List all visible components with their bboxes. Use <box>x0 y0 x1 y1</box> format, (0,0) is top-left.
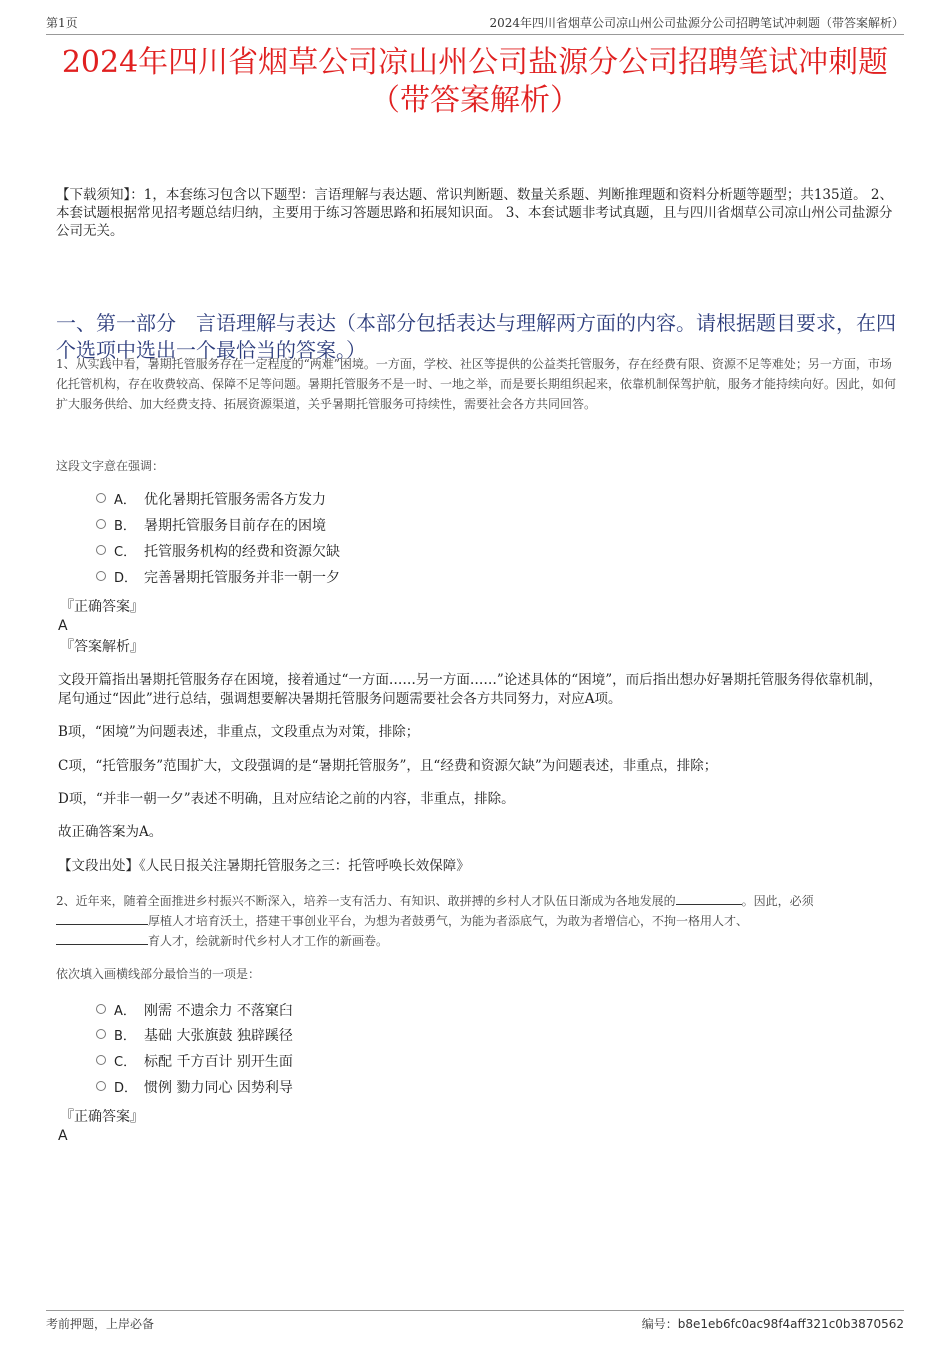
radio-icon[interactable] <box>96 1004 106 1014</box>
title-line-2: （带答案解析） <box>370 83 580 118</box>
q1-option-b[interactable]: B． 暑期托管服务目前存在的困境 <box>96 516 326 536</box>
blank-2 <box>56 912 148 925</box>
q2-option-c[interactable]: C． 标配 千方百计 别开生面 <box>96 1052 293 1072</box>
radio-icon[interactable] <box>96 545 106 555</box>
q1-option-c[interactable]: C． 托管服务机构的经费和资源欠缺 <box>96 542 340 562</box>
download-notice: 【下载须知】：1，本套练习包含以下题型：言语理解与表达题、常识判断题、数量关系题、判断推理题和资料分析题等题型；共135道。 2、本套试题根据常见招考题总结归纳，主要用于练习答题思路和拓展知识面。 3、本套试题非考试真题，且与四川省烟草公司凉山州公司盐源分公司无关。 <box>56 187 893 239</box>
question-1-stem: 1、从实践中看，暑期托管服务存在一定程度的“两难”困境。一方面，学校、社区等提供的公益类托管服务，存在经费有限、资源不足等难处；另一方面，市场化托管机构，存在收费较高、保障不足等问题。暑期托管服务不是一时、一地之举，而是要长期组织起来，依靠机制保驾护航，服务才能持续向好。因此，如何扩大服务供给、加大经费支持、拓展资源渠道，关乎暑期托管服务可持续性，需要社会各方共同回答。 <box>56 357 897 411</box>
q1-source: 【文段出处】《人民日报关注暑期托管服务之三：托管呼唤长效保障》 <box>58 858 470 874</box>
q1-conclusion: 故正确答案为A。 <box>58 824 163 840</box>
q2-option-d[interactable]: D． 惯例 勠力同心 因势利导 <box>96 1078 293 1098</box>
radio-icon[interactable] <box>96 519 106 529</box>
q2-answer-label: 『正确答案』 <box>60 1109 144 1125</box>
q1-analysis-c: C项，“托管服务”范围扩大，文段强调的是“暑期托管服务”，且“经费和资源欠缺”为问题表述，非重点，排除； <box>58 758 718 774</box>
q1-analysis-b: B项，“困境”为问题表述，非重点，文段重点为对策，排除； <box>58 724 420 740</box>
footer-code: 编号：b8e1eb6fc0ac98f4aff321c0b3870562 <box>641 1317 904 1331</box>
q1-option-a[interactable]: A． 优化暑期托管服务需各方发力 <box>96 490 326 510</box>
question-2-prompt: 依次填入画横线部分最恰当的一项是： <box>56 967 261 981</box>
question-1-prompt: 这段文字意在强调： <box>56 459 165 473</box>
q1-option-d[interactable]: D． 完善暑期托管服务并非一朝一夕 <box>96 568 340 588</box>
q1-answer-label: 『正确答案』 <box>60 599 144 615</box>
document-title <box>40 44 910 120</box>
q1-analysis-paragraph: 文段开篇指出暑期托管服务存在困境，接着通过“一方面……另一方面……”论述具体的“困境”，而后指出想办好暑期托管服务得依靠机制，尾句通过“因此”进行总结，强调想要解决暑期托管服务问题需要社会各方共同努力，对应A项。 <box>58 672 883 707</box>
page-footer <box>46 1310 904 1333</box>
section-heading: 一、第一部分 言语理解与表达（本部分包括表达与理解两方面的内容。请根据题目要求，在四个选项中选出一个最恰当的答案。） <box>56 311 896 362</box>
q1-analysis-label: 『答案解析』 <box>60 639 144 655</box>
radio-icon[interactable] <box>96 1029 106 1039</box>
blank-1 <box>676 892 742 905</box>
radio-icon[interactable] <box>96 1081 106 1091</box>
q2-option-a[interactable]: A． 刚需 不遗余力 不落窠臼 <box>96 1001 293 1021</box>
radio-icon[interactable] <box>96 1055 106 1065</box>
question-2-stem: 2、近年来，随着全面推进乡村振兴不断深入，培养一支有活力、有知识、敢拼搏的乡村人才队伍日渐成为各地发展的 。因此，必须 厚植人才培育沃土，搭建干事创业平台，为想为者鼓勇气，为能为者添底气，为敢为者增信心，不拘一格用人才、 育人才，绘就新时代乡村人才工作的新画卷。 <box>56 894 814 948</box>
footer-slogan: 考前押题，上岸必备 <box>46 1317 155 1331</box>
page-number: 第1页 <box>46 16 78 30</box>
radio-icon[interactable] <box>96 571 106 581</box>
radio-icon[interactable] <box>96 493 106 503</box>
page-header <box>46 12 904 35</box>
blank-3 <box>56 932 148 945</box>
title-line-1: 2024年四川省烟草公司凉山州公司盐源分公司招聘笔试冲刺题 <box>61 45 889 80</box>
q1-analysis-d: D项，“并非一朝一夕”表述不明确，且对应结论之前的内容，非重点，排除。 <box>58 791 515 807</box>
q2-answer: A <box>58 1128 68 1144</box>
q1-answer: A <box>58 618 68 634</box>
header-doc-title: 2024年四川省烟草公司凉山州公司盐源分公司招聘笔试冲刺题（带答案解析） <box>489 16 904 30</box>
q2-option-b[interactable]: B． 基础 大张旗鼓 独辟蹊径 <box>96 1026 293 1046</box>
